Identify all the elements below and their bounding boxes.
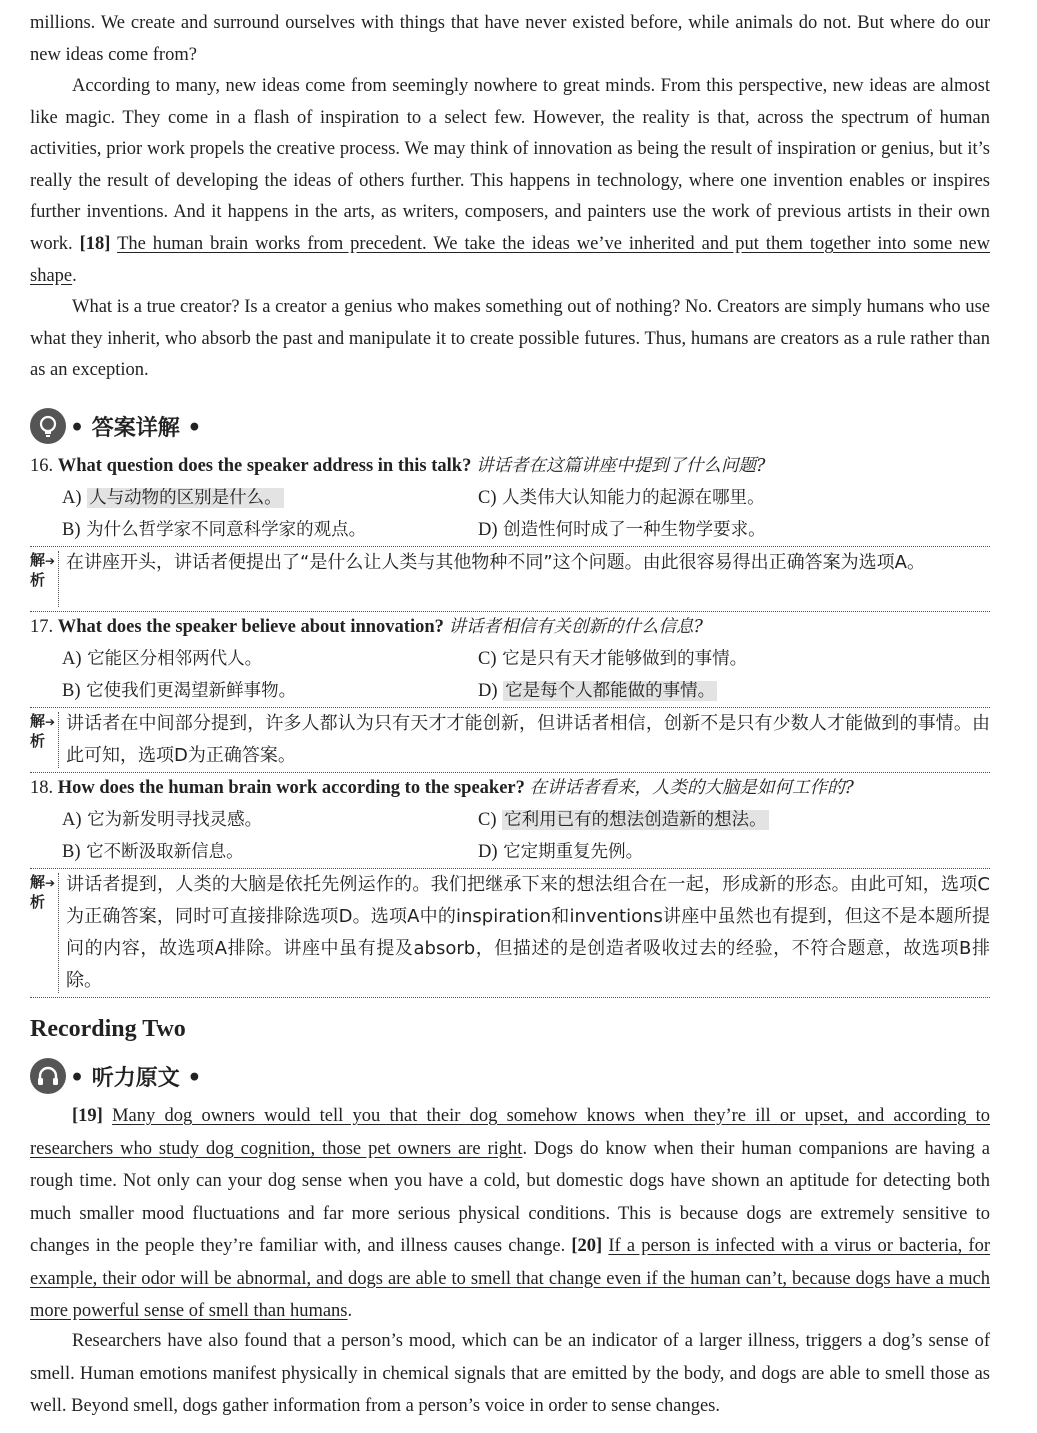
paragraph-dog-owners: [19] Many dog owners would tell you that their dog somehow knows when they’re ill or upset, and according to researchers who study dog cognition, those pet owners are right. Dogs do know when their human companions are having a rough time. Not only can your dog sense when you have a cold, but domestic dogs have shown an aptitude for detecting both much smaller mood fluctuations and far more serious physical conditions. This is because dogs are extremely sensitive to changes in the people they’re familiar with, and illness causes change. [20] If a person is infected with a virus or bacteria, for example, their odor will be abnormal, and dogs are able to smell that change even if the human can’t, because dogs have a much more powerful sense of smell than humans. [30, 1106, 991, 1321]
underlined-answer-18: The human brain works from precedent. We take the ideas we’ve inherited and put them together into some new shape [30, 233, 990, 286]
marker-20: [20] [571, 1236, 603, 1256]
headphones-icon [30, 1058, 66, 1094]
explanation-18: 解➔ 析 讲话者提到，人类的大脑是依托先例运作的。我们把继承下来的想法组合在一起，形成新的形态。由此可知，选项C为正确答案，同时可直接排除选项D。选项A中的inspiration和inventions讲座中虽然也有提到，但这不是本题所提问的内容，故选项A排除。讲座中虽有提及absorb，但描述的是创造者吸收过去的经验，不符合题意，故选项B排除。 [30, 868, 990, 998]
explanation-16: 解➔ 析 在讲座开头，讲话者便提出了“是什么让人类与其他物种不同”这个问题。由此很容易得出正确答案为选项A。 [30, 546, 990, 612]
option-17-d: D) 它是每个人都能做的事情。 [478, 681, 716, 701]
paragraph-new-ideas: According to many, new ideas come from seemingly nowhere to great minds. From this perspective, new ideas are almost like magic. They come in a flash of inspiration to a select few. However, the reality is that, across the spectrum of human activities, prior work propels the creative process. We may think of innovation as being the result of inspiration or genius, but it’s really the result of developing the ideas of others further. This happens in technology, where one invention enables or inspires further inventions. And it happens in the arts, as writers, composers, and painters use the work of previous artists in their own work. [18] The human brain works from precedent. We take the ideas we’ve inherited and put them together into some new shape. [30, 76, 990, 286]
option-18-c: C) 它利用已有的想法创造新的想法。 [478, 810, 767, 830]
option-16-c: C) 人类伟大认知能力的起源在哪里。 [478, 488, 765, 508]
underlined-answer-20: If a person is infected with a virus or bacteria, for example, their odor will be abnormal, and dogs are able to smell that change even if the human can’t, because dogs have a much more powerful sense of smell than humans [30, 1236, 991, 1321]
explanation-label: 解➔ 析 [30, 873, 59, 993]
explanation-label: 解➔ 析 [30, 712, 59, 768]
option-18-a: A) 它为新发明寻找灵感。 [62, 810, 263, 830]
marker-18: [18] [79, 233, 111, 254]
recording-two-title: Recording Two [30, 1016, 186, 1042]
option-16-d: D) 创造性何时成了一种生物学要求。 [478, 520, 766, 540]
option-18-b: B) 它不断汲取新信息。 [62, 842, 244, 862]
listening-heading-text: • 听力原文 • [70, 1064, 202, 1091]
listening-heading [30, 1057, 201, 1095]
question-17: 17. What does the speaker believe about innovation? 讲话者相信有关创新的什么信息? [30, 617, 703, 637]
option-16-b: B) 为什么哲学家不同意科学家的观点。 [62, 520, 367, 540]
option-16-a: A) 人与动物的区别是什么。 [62, 488, 282, 508]
option-18-d: D) 它定期重复先例。 [478, 842, 644, 862]
question-18: 18. How does the human brain work according to the speaker? 在讲话者看来，人类的大脑是如何工作的? [30, 778, 854, 798]
lightbulb-icon [30, 408, 66, 444]
explanation-label: 解➔ 析 [30, 551, 59, 607]
marker-19: [19] [72, 1106, 103, 1126]
explanation-17: 解➔ 析 讲话者在中间部分提到，许多人都认为只有天才才能创新，但讲话者相信，创新不是只有少数人才能做到的事情。由此可知，选项D为正确答案。 [30, 707, 990, 773]
underlined-answer-19: Many dog owners would tell you that their dog somehow knows when they’re ill or upset, and according to researchers who study dog cognition, those pet owners are right [30, 1106, 990, 1159]
answers-heading-text: • 答案详解 • [70, 414, 202, 441]
option-17-b: B) 它使我们更渴望新鲜事物。 [62, 681, 297, 701]
answers-heading [30, 407, 201, 445]
option-17-c: C) 它是只有天才能够做到的事情。 [478, 649, 748, 669]
paragraph-millions: millions. We create and surround ourselves with things that have never existed before, while animals do not. But where do our new ideas come from? [30, 13, 990, 65]
paragraph-mood: Researchers have also found that a person’s mood, which can be an indicator of a larger illness, triggers a dog’s sense of smell. Human emotions manifest physically in chemical signals that are emitted by the body, and dogs are able to smell those as well. Beyond smell, dogs gather information from a person’s voice in order to sense changes. [30, 1331, 990, 1416]
question-16: 16. What question does the speaker address in this talk? 讲话者在这篇讲座中提到了什么问题? [30, 456, 766, 476]
option-17-a: A) 它能区分相邻两代人。 [62, 649, 263, 669]
paragraph-true-creator: What is a true creator? Is a creator a genius who makes something out of nothing? No. Creators are simply humans who use what they inherit, who absorb the past and manipulate it to create possible futures. Thus, humans are creators as a rule rather than as an exception. [30, 297, 990, 381]
